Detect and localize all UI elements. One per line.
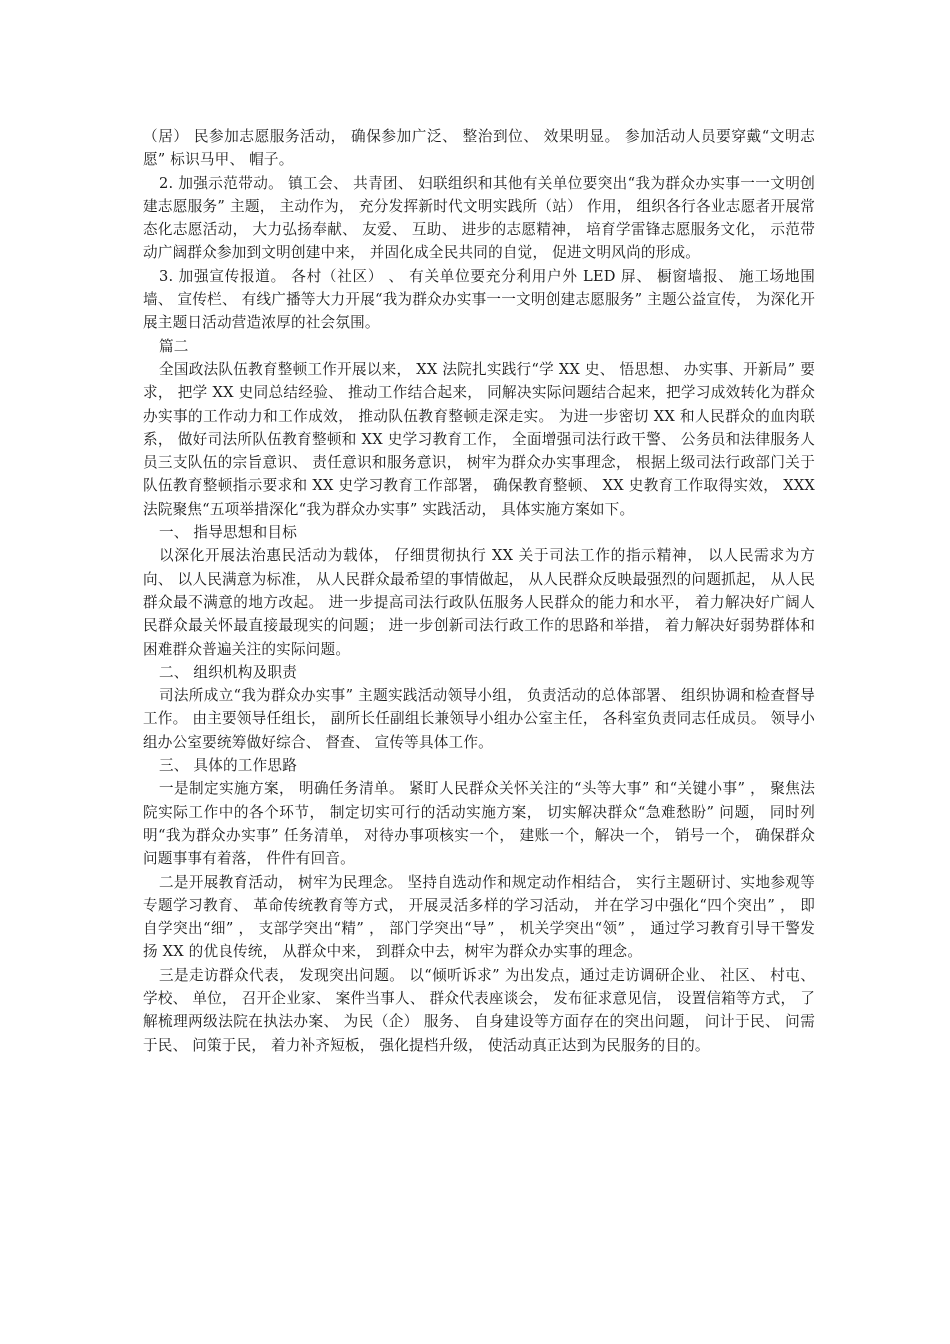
- section-title-part-two: 篇二: [159, 337, 189, 355]
- paragraph-publicity: 3. 加强宣传报道。 各村（社区） 、 有关单位要充分利用户外 LED 屏、 橱窗墙报、 施工场地围墙、 宣传栏、 有线广播等大力开展“我为群众办实事一一文明创建志愿服务” 主题公益宣传， 为深化开展主题日活动营造浓厚的社会氛围。: [143, 267, 815, 332]
- heading-organization: 二、 组织机构及职责: [159, 663, 297, 681]
- heading-work-approach: 三、 具体的工作思路: [159, 757, 297, 775]
- paragraph-implementation-plan: 一是制定实施方案， 明确任务清单。 紧盯人民群众关怀关注的“头等大事” 和“关键小事” ， 聚焦法院实际工作中的各个环节， 制定切实可行的活动实施方案， 切实解决群众“急难愁盼” 问题， 同时列明“我为群众办实事” 任务清单， 对待办事项核实一个， 建账一个，解决一个， 销号一个， 确保群众问题事事有着落， 件件有回音。: [143, 780, 815, 868]
- paragraph-demonstration: 2. 加强示范带动。 镇工会、 共青团、 妇联组织和其他有关单位要突出“我为群众办实事一一文明创建志愿服务” 主题， 主动作为， 充分发挥新时代文明实践所（站） 作用， 组织各行各业志愿者开展常态化志愿活动， 大力弘扬奉献、 友爱、 互助、 进步的志愿精神， 培育学雷锋志愿服务文化， 示范带动广阔群众参加到文明创建中来， 并固化成全民共同的自觉， 促进文明风尚的形成。: [143, 174, 815, 262]
- document-body: [143, 125, 815, 1057]
- paragraph-education-activities: 二是开展教育活动， 树牢为民理念。 坚持自选动作和规定动作相结合， 实行主题研讨、实地参观等专题学习教育、 革命传统教育等方式， 开展灵活多样的学习活动， 并在学习中强化“四个突出” ， 即自学突出“细” ， 支部学突出“精” ， 部门学突出“导” ， 机关学突出“领” ， 通过学习教育引导干警发扬 XX 的优良传统， 从群众中来， 到群众中去，树牢为群众办实事的理念。: [143, 873, 815, 961]
- paragraph-organization: 司法所成立“我为群众办实事” 主题实践活动领导小组， 负责活动的总体部署、 组织协调和检查督导工作。 由主要领导任组长， 副所长任副组长兼领导小组办公室主任， 各科室负责同志任成员。 领导小组办公室要统筹做好综合、 督查、 宣传等具体工作。: [143, 687, 815, 751]
- paragraph-visit-representatives: 三是走访群众代表， 发现突出问题。 以“倾听诉求” 为出发点，通过走访调研企业、 社区、 村屯、 学校、 单位， 召开企业家、 案件当事人、 群众代表座谈会， 发布征求意见信， 设置信箱等方式， 了解梳理两级法院在执法办案、 为民（企） 服务、 自身建设等方面存在的突出问题， 问计于民、 问需于民、 问策于民， 着力补齐短板， 强化提档升级， 使活动真正达到为民服务的目的。: [143, 966, 815, 1054]
- paragraph-guiding-ideology: 以深化开展法治惠民活动为载体， 仔细贯彻执行 XX 关于司法工作的指示精神， 以人民需求为方向、 以人民满意为标准， 从人民群众最希望的事情做起， 从人民群众反映最强烈的问题抓起， 从人民群众最不满意的地方改起。 进一步提高司法行政队伍服务人民群众的能力和水平， 着力解决好广阔人民群众最关怀最直接最现实的问题； 进一步创新司法行政工作的思路和举措， 着力解决好弱势群体和困难群众普遍关注的实际问题。: [143, 547, 815, 658]
- paragraph-intro: 全国政法队伍教育整顿工作开展以来， XX 法院扎实践行“学 XX 史、 悟思想、 办实事、开新局” 要求， 把学 XX 史同总结经验、 推动工作结合起来， 同解决实际问题结合起来，把学习成效转化为群众办实事的工作动力和工作成效， 推动队伍教育整顿走深走实。 为进一步密切 XX 和人民群众的血肉联系， 做好司法所队伍教育整顿和 XX 史学习教育工作， 全面增强司法行政干警、 公务员和法律服务人员三支队伍的宗旨意识、 责任意识和服务意识， 树牢为群众办实事理念， 根据上级司法行政部门关于队伍教育整顿指示要求和 XX 史学习教育工作部署， 确保教育整顿、 XX 史教育工作取得实效， XXX 法院聚焦“五项举措深化“我为群众办实事” 实践活动， 具体实施方案如下。: [143, 360, 815, 518]
- paragraph-volunteer-participation: （居） 民参加志愿服务活动， 确保参加广泛、 整治到位、 效果明显。 参加活动人员要穿戴“文明志愿” 标识马甲、 帽子。: [143, 128, 815, 169]
- heading-guiding-ideology: 一、 指导思想和目标: [159, 524, 297, 542]
